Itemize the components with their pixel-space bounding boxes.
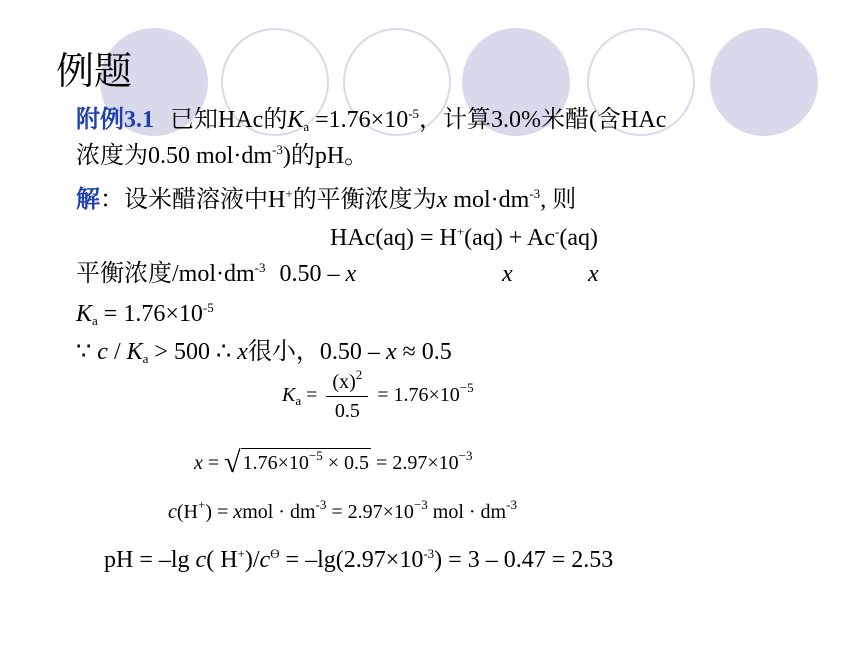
concentration-exponent: -3 (272, 142, 283, 157)
f3-exp: -3 (315, 497, 327, 512)
f3-d: = 2.97×10 (326, 501, 414, 523)
f2-x: x (194, 452, 203, 474)
since-approx: ≈ 0.5 (396, 339, 452, 365)
page-title: 例题 (56, 49, 133, 93)
formula-c-hplus (168, 498, 517, 526)
eqc-hac-x: x (345, 261, 357, 287)
h-plus-sup: + (285, 186, 293, 201)
f3-sup: + (198, 497, 206, 512)
ph-a: pH = –lg (104, 547, 196, 573)
since-K: K (126, 339, 143, 365)
rxn-mid: (aq) + Ac (464, 225, 556, 251)
f3-x: x (233, 501, 243, 523)
f2-in-b: × 0.5 (322, 452, 370, 474)
unit-text: mol·dm (447, 187, 530, 213)
x-var: x (436, 187, 448, 213)
ph-c: c (195, 547, 207, 573)
ph-c2: )/ (244, 547, 260, 573)
ka-exp: -5 (202, 300, 214, 315)
f1-num: (x) (332, 371, 356, 393)
since-x2: x (385, 339, 397, 365)
f2-in-exp: −5 (308, 448, 323, 463)
f1-sub: a (295, 393, 302, 409)
f3-exp3: -3 (506, 497, 517, 512)
ph-b: ( H (206, 547, 238, 573)
f2-in: 1.76×10 (242, 452, 309, 474)
eqc-exponent: -3 (254, 260, 266, 275)
f1-num-sup: 2 (355, 367, 363, 382)
sqrt-icon: √ (224, 446, 241, 479)
therefore-symbol: ∴ (215, 339, 238, 365)
because-symbol: ∵ (76, 339, 98, 365)
rxn-acminus: - (555, 224, 560, 239)
since-slash: / (107, 339, 127, 365)
ka-subscript: a (303, 119, 310, 134)
ph-exp: -3 (423, 546, 435, 561)
rxn-hplus: + (456, 224, 465, 239)
f3-unit2: mol · dm (427, 501, 507, 523)
solution-label: 解 (76, 187, 100, 213)
ph-std: ϴ (270, 546, 280, 561)
f2-radicand (241, 448, 371, 477)
ka-line (76, 300, 214, 328)
equilibrium-concentration-row (76, 260, 356, 288)
f1-den: 0.5 (334, 400, 360, 422)
ka-K: K (76, 301, 93, 327)
f1-K: K (282, 384, 296, 407)
decor-circle-6 (710, 28, 818, 136)
ka-symbol: K (287, 107, 304, 133)
approximation-line (76, 338, 452, 366)
ph-result-line (104, 546, 613, 574)
f1-fraction (326, 367, 368, 423)
ph-cstd: c (259, 547, 271, 573)
ka-value: =1.76×10 (309, 107, 409, 133)
rxn-right: (aq) (559, 225, 598, 251)
since-sub: a (142, 351, 149, 366)
unit-exponent: -3 (529, 186, 541, 201)
f3-a: (H (176, 501, 198, 523)
f1-rhs-exp: −5 (459, 380, 474, 396)
problem-line-2 (76, 142, 368, 170)
solution-text: 设米醋溶液中H (124, 187, 286, 213)
solution-text-3: , 则 (540, 187, 577, 213)
since-gt: > 500 (148, 339, 216, 365)
problem-text-2: ，计算3.0%米醋(含HAc (419, 107, 667, 133)
ph-e: ) = 3 – 0.47 = 2.53 (434, 547, 614, 573)
reaction-equation (330, 224, 598, 252)
f3-c: c (168, 501, 177, 523)
f2-rhs: = 2.97×10 (371, 452, 459, 474)
formula-ka-fraction (282, 367, 474, 423)
problem-text: 已知HAc的 (170, 107, 288, 133)
ka-exponent: -5 (408, 106, 420, 121)
ph-d: = –lg(2.97×10 (279, 547, 424, 573)
eqc-label: 平衡浓度/mol·dm (76, 261, 255, 287)
f2-eq: = (202, 452, 225, 474)
f1-rhs: = 1.76×10 (372, 384, 460, 407)
since-c: c (97, 339, 108, 365)
eqc-hac: 0.50 – (279, 261, 346, 287)
problem-line-1 (76, 106, 666, 134)
since-small: 很小，0.50 – (247, 339, 386, 365)
ka-val: = 1.76×10 (97, 301, 203, 327)
concentration-text: 浓度为0.50 mol·dm (76, 143, 272, 169)
ka-sub: a (92, 313, 98, 328)
eqc-h-value (502, 260, 513, 288)
solution-line (76, 186, 576, 214)
solution-text-2: 的平衡浓度为 (292, 187, 437, 213)
f1-eq: = (301, 384, 323, 407)
f3-b: ) = (205, 501, 234, 523)
rxn-left: HAc(aq) = H (330, 225, 457, 251)
eqc-ac-x: x (588, 261, 599, 287)
eqc-ac-value (588, 260, 599, 288)
solution-colon: ： (100, 187, 124, 213)
problem-label: 附例3.1 (76, 107, 154, 133)
f2-rhs-exp: −3 (458, 448, 473, 463)
f3-exp2: −3 (413, 497, 428, 512)
ph-sup: + (237, 546, 245, 561)
f3-unit: mol · dm (242, 501, 316, 523)
formula-x-sqrt (194, 448, 472, 477)
problem-text-3: )的pH。 (282, 143, 369, 169)
eqc-h-x: x (502, 261, 513, 287)
since-x: x (237, 339, 248, 365)
